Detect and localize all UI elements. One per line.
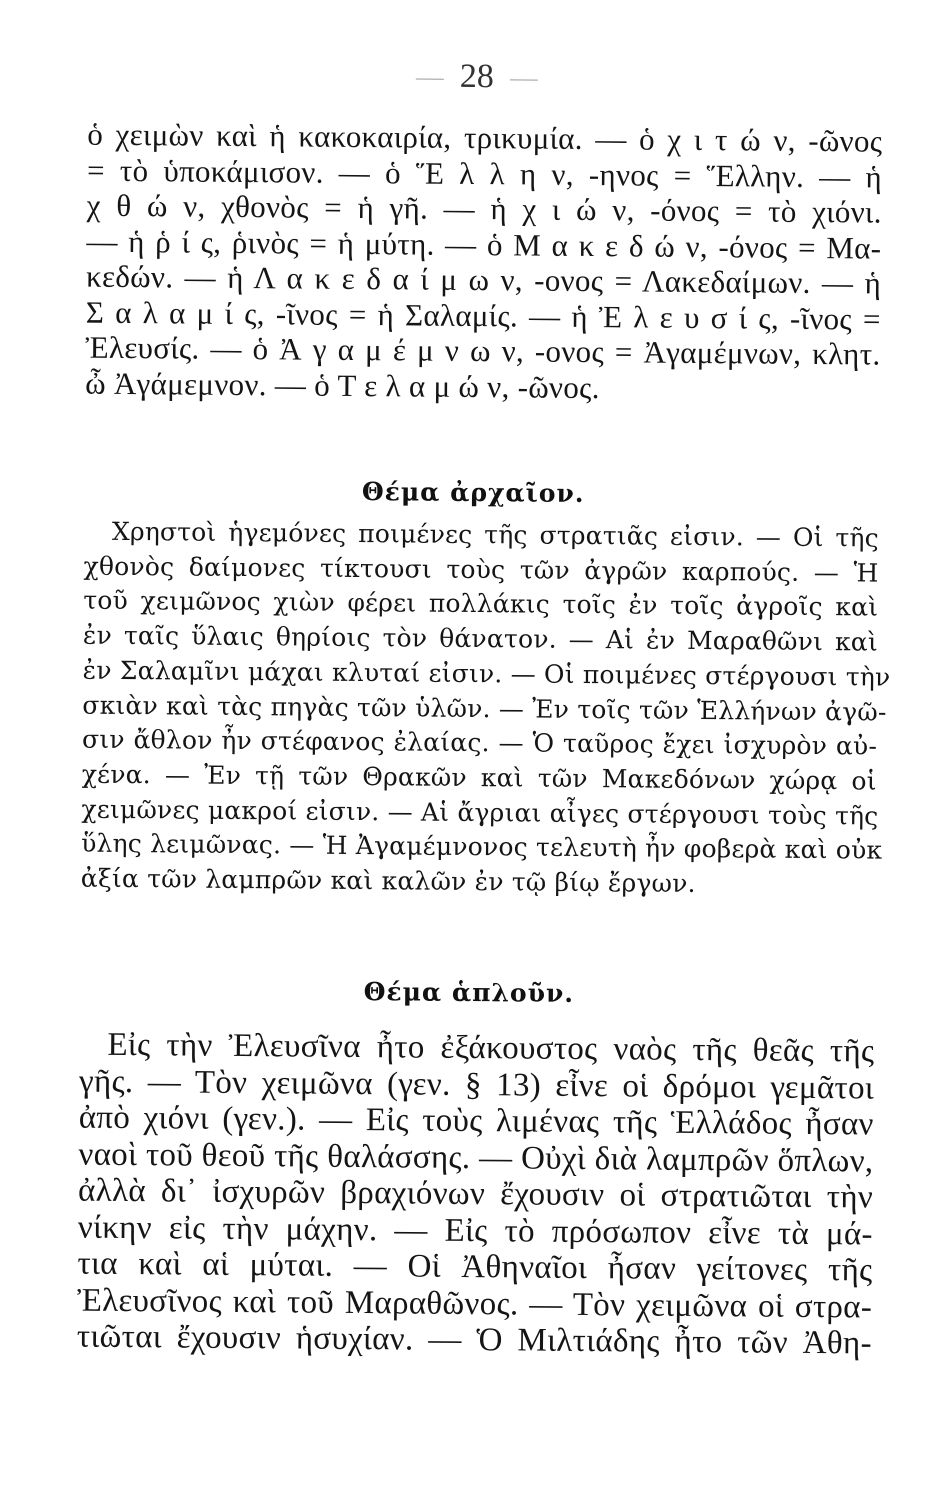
section-heading-ancient: Θέμα ἀρχαῖον. — [361, 477, 585, 508]
vocabulary-line: χ θ ώ ν, χθονὸς = ἡ γῆ. — ἡ χ ι ώ ν, -όνος = τὸ χιόνι. — [86, 187, 882, 230]
page-number-header — [6, 54, 942, 100]
simple-exercise-line: νίκην εἰς τὴν μάχην. — Εἰς τὸ πρόσωπον εἶνε τὰ μά- — [77, 1209, 873, 1253]
vocabulary-paragraph — [85, 117, 882, 408]
ancient-exercise-line: ἐν ταῖς ὕλαις θηρίοις τὸν θάνατον. — Αἱ ἐν Μαραθῶνι καὶ — [82, 620, 879, 657]
vocabulary-line: ὁ χειμὼν καὶ ἡ κακοκαιρία, τρικυμία. — ὁ χ ι τ ώ ν, -ῶνος — [87, 116, 883, 159]
simple-exercise-line: ναοὶ τοῦ θεοῦ τῆς θαλάσσης. — Οὐχὶ διὰ λαμπρῶν ὅπλων, — [78, 1136, 874, 1180]
simple-exercise-line: γῆς. — Τὸν χειμῶνα (γεν. § 13) εἶνε οἱ δρόμοι γεμᾶτοι — [78, 1063, 875, 1107]
ancient-exercise-line: σκιὰν καὶ τὰς πηγὰς τῶν ὑλῶν. — Ἐν τοῖς τῶν Ἑλλήνων ἀγῶ- — [82, 690, 887, 727]
ancient-exercise-line: τοῦ χειμῶνος χιὼν φέρει πολλάκις τοῖς ἐν τοῖς ἀγροῖς καὶ — [83, 586, 879, 622]
ancient-exercise-line: χειμῶνες μακροί εἰσιν. — Αἱ ἄγριαι αἶγες στέργουσι τοὺς τῆς — [81, 794, 879, 831]
ancient-exercise-line: ὕλης λειμῶνας. — Ἡ Ἀγαμέμνονος τελευτὴ ἦν φοβερὰ καὶ οὐκ — [81, 828, 883, 865]
page-number-left-dash — [416, 78, 444, 79]
vocabulary-line: — ἡ ῥ ί ς, ῥινὸς = ἡ μύτη. — ὁ Μ α κ ε δ ώ ν, -όνος = Μα- — [86, 223, 882, 266]
vocabulary-line: Σ α λ α μ ί ς, -ῖνος = ἡ Σαλαμίς. — ἡ Ἐ λ ε υ σ ί ς, -ῖνος = — [85, 294, 881, 337]
ancient-exercise-line: Χρηστοὶ ἡγεμόνες ποιμένες τῆς στρατιᾶς εἰσιν. — Οἱ τῆς — [111, 516, 879, 553]
simple-exercise-line: ἀπὸ χιόνι (γεν.). — Εἰς τοὺς λιμένας τῆς Ἑλλάδος ἦσαν — [78, 1099, 874, 1143]
simple-exercise-line: τια καὶ αἱ μύται. — Οἱ Ἀθηναῖοι ἦσαν γείτονες τῆς — [77, 1245, 873, 1289]
simple-exercise-line: Εἰς τὴν Ἐλευσῖνα ἦτο ἐξάκουστος ναὸς τῆς θεᾶς τῆς — [107, 1026, 875, 1070]
ancient-exercise-line: ἐν Σαλαμῖνι μάχαι κλυταί εἰσιν. — Οἱ ποιμένες στέργουσι τὴν — [82, 655, 891, 692]
ancient-exercise-line: χθονὸς δαίμονες τίκτουσι τοὺς τῶν ἀγρῶν καρπούς. — Ἡ — [83, 551, 879, 588]
vocabulary-line: = τὸ ὑποκάμισον. — ὁ Ἕ λ λ η ν, -ηνος = Ἕλλην. — ἡ — [86, 152, 883, 195]
vocabulary-line: Ἐλευσίς. — ὁ Ἀ γ α μ έ μ ν ω ν, -ονος = Ἀγαμέμνων, κλητ. — [85, 329, 881, 372]
ancient-exercise-line: ἀξία τῶν λαμπρῶν καὶ καλῶν ἐν τῷ βίῳ ἔργων. — [80, 863, 696, 899]
section-heading-simple: Θέμα ἁπλοῦν. — [363, 977, 575, 1008]
simple-exercise-line: τιῶται ἔχουσιν ἡσυχίαν. — Ὁ Μιλτιάδης ἦτο τῶν Ἀθη- — [76, 1318, 872, 1362]
ancient-exercise-paragraph — [80, 515, 891, 904]
simple-exercise-paragraph — [77, 1027, 875, 1362]
ancient-exercise-line: σιν ἄθλον ἦν στέφανος ἐλαίας. — Ὁ ταῦρος ἔχει ἰσχυρὸν αὐ- — [81, 724, 878, 761]
simple-exercise-line: Ἐλευσῖνος καὶ τοῦ Μαραθῶνος. — Τὸν χειμῶνα οἱ στρα- — [77, 1282, 873, 1326]
vocabulary-line: ὦ Ἀγάμεμνον. — ὁ Τ ε λ α μ ώ ν, -ῶνος. — [85, 365, 600, 405]
page-number-right-dash — [510, 79, 538, 80]
page-number: 28 — [459, 57, 495, 96]
ancient-exercise-line: χένα. — Ἐν τῇ τῶν Θρακῶν καὶ τῶν Μακεδόνων χώρᾳ οἱ — [81, 759, 877, 796]
simple-exercise-line: ἀλλὰ δι᾽ ἰσχυρῶν βραχιόνων ἔχουσιν οἱ στρατιῶται τὴν — [77, 1172, 874, 1216]
vocabulary-line: κεδών. — ἡ Λ α κ ε δ α ί μ ω ν, -ονος = Λακεδαίμων. — ἡ — [85, 258, 882, 301]
